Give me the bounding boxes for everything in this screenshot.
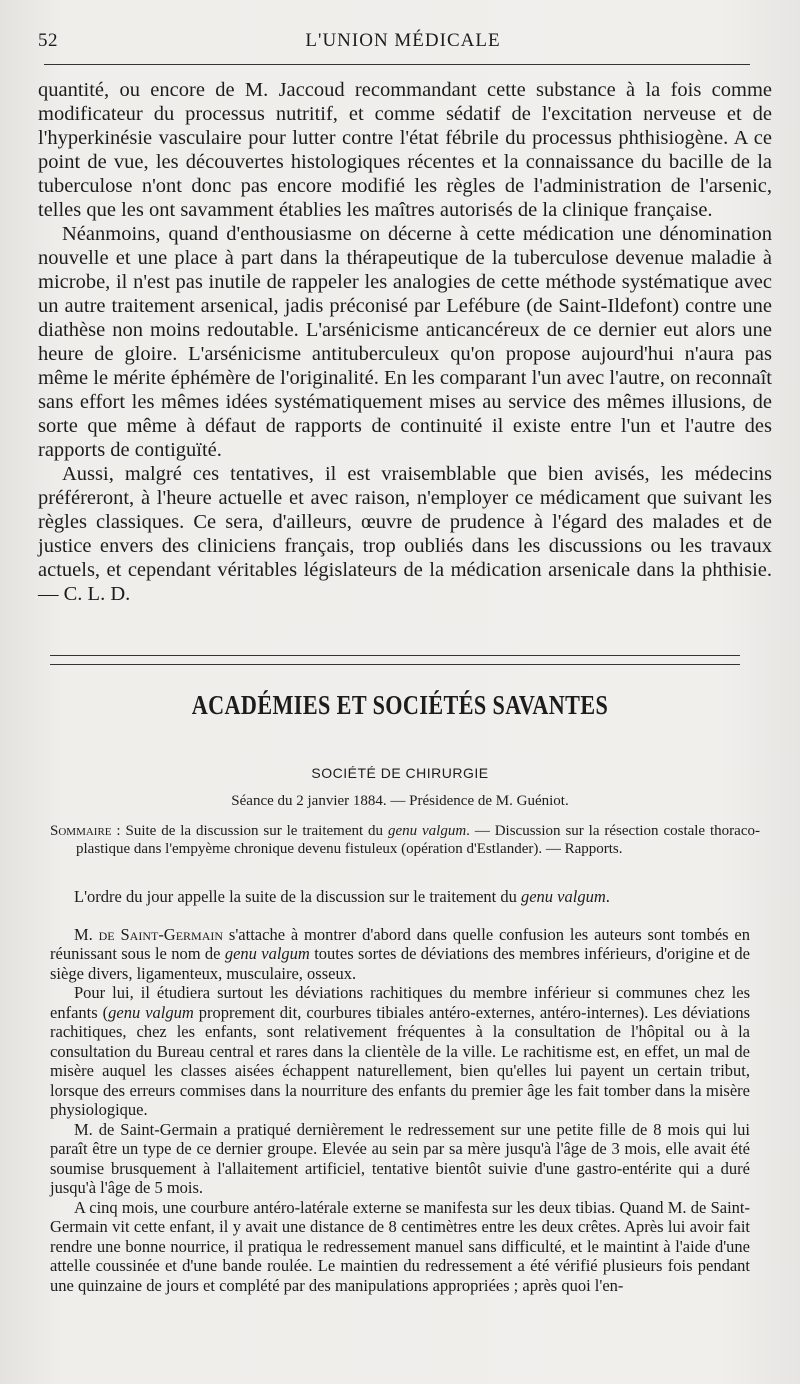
summary-block [50,822,760,858]
report-text: . [605,887,610,906]
header-rule [44,64,750,65]
society-heading: SOCIÉTÉ DE CHIRURGIE [311,765,489,781]
report-paragraph [50,983,750,1120]
report-italic: genu valgum [520,887,606,906]
report-text: toutes sortes de déviations des membres inférieurs, d'origine et de siège divers, ligamenteux, musculaire, osseux. [50,944,750,983]
summary-text: Suite de la discussion sur le traitement du [120,823,388,839]
article-body [38,78,772,606]
report-body [50,887,750,1295]
summary-label: Sommaire : [50,823,121,839]
report-paragraph: M. de Saint-Germain a pratiqué dernièrement le redressement sur une petite fille de 8 mois qui lui paraît être un type de ce dernier groupe. Elevée au sein par sa mère jusqu'à l'âge de 3 mois, elle avait été soumise brusquement à l'allaitement artificiel, tentative bientôt suivie d'une gastro-entérite qui a duré jusqu'à l'âge de 5 mois. [50,1119,750,1197]
report-text: s'attache à montrer d'abord dans quelle confusion les auteurs sont tombés en réunissant sous le nom de [50,924,750,963]
section-title: ACADÉMIES ET SOCIÉTÉS SAVANTES [191,690,609,720]
running-head [38,30,768,60]
summary-text: . — Discussion sur la résection costale thoraco-plastique dans l'empyème chronique devenu fistuleux (opération d'Estlander). — Rapports. [76,823,760,857]
report-paragraph [50,887,750,907]
article-paragraph: Aussi, malgré ces tentatives, il est vraisemblable que bien avisés, les médecins préféreront, à l'heure actuelle et avec raison, n'employer ce médicament que suivant les règles classiques. Ce sera, d'ailleurs, œuvre de prudence à l'égard des malades et de justice envers des cliniciens français, trop oubliés dans les discussions ou les travaux actuels, et cependant véritables législateurs de la médication arsenicale dans la phthisie. — C. L. D. [38,463,772,605]
seance-line: Séance du 2 janvier 1884. — Présidence de M. Guéniot. [231,793,569,809]
report-italic: genu valgum [224,944,310,963]
section-divider [50,655,740,665]
journal-title: L'UNION MÉDICALE [305,30,501,51]
article-paragraph: quantité, ou encore de M. Jaccoud recommandant cette substance à la fois comme modificateur du processus nutritif, et comme sédatif de l'excitation nerveuse et de l'hyperkinésie vasculaire pour lutter contre l'état fébrile du processus phthisiogène. A ce point de vue, les découvertes histologiques récentes et la connaissance du bacille de la tuberculose n'ont donc pas encore modifié les règles de l'administration de l'arsenic, telles que les ont savamment établies les maîtres autorisés de la clinique française. [38,79,772,221]
page-number: 52 [38,30,58,51]
report-paragraph: A cinq mois, une courbure antéro-latérale externe se manifesta sur les deux tibias. Quand M. de Saint-Germain vit cette enfant, il y avait une distance de 8 centimètres entre les deux crêtes. Après lui avoir fait rendre une bonne nourrice, il pratiqua le redressement manuel sans difficulté, et le maintint à l'aide d'une attelle coussinée et d'une bande roulée. Le maintien du redressement a été vérifié plusieurs fois pendant une quinzaine de jours et complété par des manipulations appropriées ; après quoi l'en- [50,1197,750,1295]
report-text: proprement dit, courbures tibiales antéro-externes, antéro-internes). Les déviations rachitiques, chez les enfants, sont relativement fréquentes à la consultation de l'hôpital ou à la consultation du Bureau central et rares dans la clientèle de la ville. Le rachitisme est, en effet, un mal de misère auquel les classes aisées échappent naturellement, bien qu'elles lui payent un certain tribut, lorsque des erreurs commises dans la nourriture des enfants du premier âge les fait tomber dans la misère physiologique. [50,1002,750,1119]
report-italic: genu valgum [108,1002,194,1022]
summary-italic: genu valgum [387,823,467,839]
article-paragraph: Néanmoins, quand d'enthousiasme on décerne à cette médication une dénomination nouvelle et une place à part dans la thérapeutique de la tuberculose devenue maladie à microbe, il n'est pas inutile de rappeler les analogies de cette méthode systématique avec un autre traitement arsenical, jadis préconisé par Lefébure (de Saint-Ildefont) contre une diathèse non moins redoutable. L'arsénicisme anticancéreux de ce dernier eut alors une heure de gloire. L'arsénicisme antituberculeux qu'on propose aujourd'hui n'aura pas même le mérite éphémère de l'originalité. En les comparant l'un avec l'autre, on reconnaît sans effort les mêmes idées systématiquement mises au service des mêmes illusions, de sorte que même à défaut de rapports de continuité il existe entre l'un et l'autre des rapports de contiguïté. [38,223,772,461]
report-paragraph [50,925,750,984]
report-text: L'ordre du jour appelle la suite de la discussion sur le traitement du [74,887,521,906]
report-text: Pour lui, il étudiera surtout les déviations rachitiques du membre inférieur si communes chez les enfants ( [50,983,750,1022]
speaker-name: M. de Saint-Germain [74,924,224,944]
